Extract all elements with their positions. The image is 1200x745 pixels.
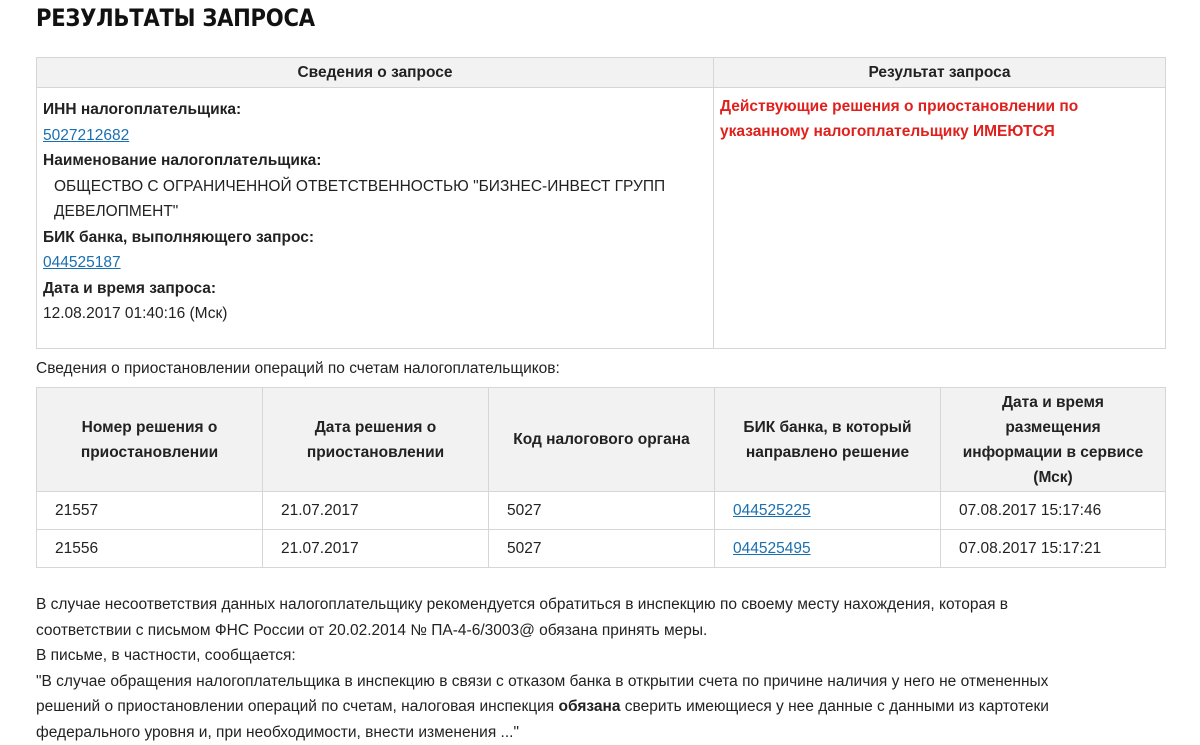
- col-header-text: БИК банка, в который: [733, 415, 922, 440]
- bank-bik-link[interactable]: 044525187: [43, 254, 121, 271]
- suspensions-table: [36, 387, 1166, 568]
- col-header-text: приостановлении: [281, 440, 470, 465]
- cell-decision-number: 21557: [37, 492, 263, 530]
- request-date-label: Дата и время запроса:: [43, 276, 707, 302]
- request-details-cell: [37, 88, 714, 349]
- col-header-text: Код налогового органа: [507, 427, 696, 452]
- suspensions-table-header: [37, 388, 1166, 492]
- bank-bik-label: БИК банка, выполняющего запрос:: [43, 225, 707, 251]
- col-header-posted-datetime: [941, 388, 1166, 492]
- quote-text: сверить имеющиеся у нее данные с данными из картотеки: [621, 698, 1049, 715]
- request-result-message: [720, 94, 1159, 144]
- table-row: [37, 492, 1166, 530]
- suspensions-caption: Сведения о приостановлении операций по счетам налогоплательщиков:: [36, 360, 560, 378]
- cell-posted-datetime: 07.08.2017 15:17:21: [941, 530, 1166, 568]
- col-header-text: Дата и время: [959, 390, 1147, 415]
- result-line1: Действующие решения о приостановлении по: [720, 94, 1159, 119]
- request-date-value: 12.08.2017 01:40:16 (Мск): [43, 301, 707, 327]
- taxpayer-name-line1: ОБЩЕСТВО С ОГРАНИЧЕННОЙ ОТВЕТСТВЕННОСТЬЮ "БИЗНЕС-ИНВЕСТ ГРУПП: [54, 174, 707, 200]
- quote-line: [36, 694, 1146, 720]
- notice-line: В письме, в частности, сообщается:: [36, 643, 1146, 669]
- taxpayer-name-label: Наименование налогоплательщика:: [43, 148, 707, 174]
- inn-label: ИНН налогоплательщика:: [43, 97, 707, 123]
- col-header-text: (Мск): [959, 465, 1147, 490]
- col-header-tax-authority-code: [489, 388, 715, 492]
- request-info-table: [36, 57, 1166, 349]
- col-header-text: Номер решения о: [55, 415, 244, 440]
- cell-tax-authority-code: 5027: [489, 492, 715, 530]
- bank-bik-link[interactable]: 044525495: [733, 540, 811, 557]
- col-header-decision-number: [37, 388, 263, 492]
- cell-bank-bik: [715, 530, 941, 568]
- cell-decision-date: 21.07.2017: [263, 492, 489, 530]
- request-table-body: [37, 88, 1166, 349]
- cell-posted-datetime: 07.08.2017 15:17:46: [941, 492, 1166, 530]
- col-header-decision-date: [263, 388, 489, 492]
- quote-line: "В случае обращения налогоплательщика в инспекцию в связи с отказом банка в открытии счета по причине наличия у него не отмененных: [36, 669, 1146, 695]
- header-request-info: Сведения о запросе: [37, 58, 714, 88]
- col-header-text: размещения: [959, 415, 1147, 440]
- col-header-text: приостановлении: [55, 440, 244, 465]
- cell-tax-authority-code: 5027: [489, 530, 715, 568]
- inn-link[interactable]: 5027212682: [43, 127, 129, 144]
- page-title: РЕЗУЛЬТАТЫ ЗАПРОСА: [36, 4, 315, 32]
- bank-bik-link[interactable]: 044525225: [733, 502, 811, 519]
- request-result-cell: [714, 88, 1166, 349]
- cell-decision-date: 21.07.2017: [263, 530, 489, 568]
- taxpayer-name-value: [43, 174, 707, 225]
- col-header-text: информации в сервисе: [959, 440, 1147, 465]
- table-row: [37, 530, 1166, 568]
- request-table-header: [37, 58, 1166, 88]
- cell-bank-bik: [715, 492, 941, 530]
- result-line2: указанному налогоплательщику ИМЕЮТСЯ: [720, 119, 1159, 144]
- notice-line: В случае несоответствия данных налогоплательщику рекомендуется обратиться в инспекцию по своему месту нахождения, которая в: [36, 592, 1146, 618]
- col-header-text: направлено решение: [733, 440, 922, 465]
- cell-decision-number: 21556: [37, 530, 263, 568]
- quote-emphasis: обязана: [559, 698, 621, 715]
- header-request-result: Результат запроса: [714, 58, 1166, 88]
- taxpayer-name-line2: ДЕВЕЛОПМЕНТ": [54, 199, 707, 225]
- col-header-text: Дата решения о: [281, 415, 470, 440]
- quote-line: федерального уровня и, при необходимости, внести изменения ...": [36, 720, 1146, 745]
- notice-line: соответствии с письмом ФНС России от 20.02.2014 № ПА-4-6/3003@ обязана принять меры.: [36, 618, 1146, 644]
- quote-text: решений о приостановлении операций по счетам, налоговая инспекция: [36, 698, 559, 715]
- footer-notice: [36, 592, 1146, 745]
- col-header-bank-bik: [715, 388, 941, 492]
